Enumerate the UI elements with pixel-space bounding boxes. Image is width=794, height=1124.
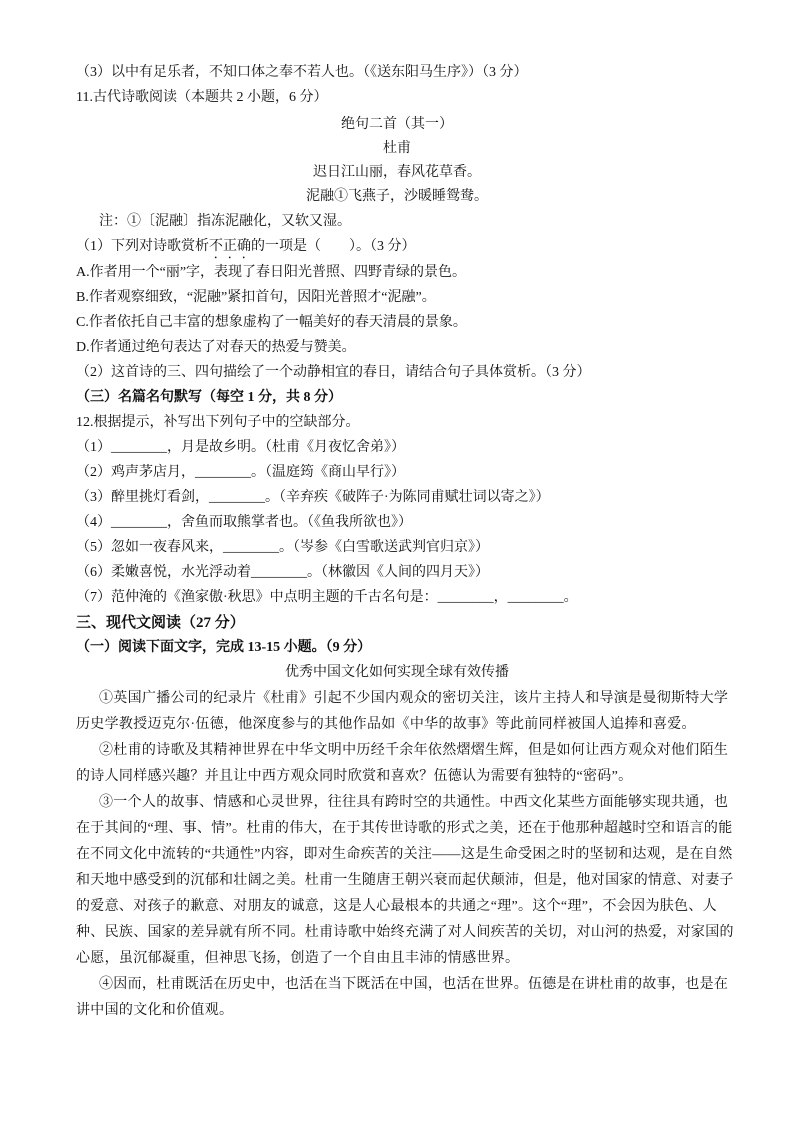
article-line: ④因而，杜甫既活在历史中，也活在当下既活在中国，也活在世界。伍德是在讲杜甫的故事，也是在: [99, 977, 729, 992]
q10-3-line: （3）以中有足乐者，不知口体之奉不若人也。（《送东阳马生序》）（3 分）: [76, 65, 528, 80]
q11-heading: 11.古代诗歌阅读（本题共 2 小题，6 分）: [76, 90, 328, 105]
article-line: 在于其间的“理、事、情”。杜甫的伟大，在于其传世诗歌的形式之美，还在于他那种超越时空和语言的能: [76, 821, 733, 836]
article-title: 优秀中国文化如何实现全球有效传播: [285, 665, 509, 680]
poem-title: 绝句二首（其一）: [341, 117, 453, 132]
poem-author: 杜甫: [383, 141, 411, 156]
poem-line-1: 迟日江山丽，春风花草香。: [313, 165, 481, 180]
q11-2-question: （2）这首诗的三、四句描绘了一个动静相宜的春日，请结合句子具体赏析。（3 分）: [76, 365, 591, 380]
q12-item: （5）忽如一夜春风来，________。（岑参《白雪歌送武判官归京》）: [76, 540, 489, 555]
article-line: ③一个人的故事、情感和心灵世界，往往具有跨时空的共通性。中西文化某些方面能够实现共通，也: [99, 795, 729, 810]
q12-item: （3）醉里挑灯看剑，________。（辛弃疾《破阵子·为陈同甫赋壮词以寄之》）: [76, 490, 550, 505]
option-b: B.作者观察细致，“泥融”紧扣首句，因阳光普照才“泥融”。: [76, 290, 436, 305]
article-line: ②杜甫的诗歌及其精神世界在中华文明中历经千余年依然熠熠生辉，但是如何让西方观众对他们陌生: [99, 743, 729, 758]
article-line: 的诗人同样感兴趣？并且让中西方观众同时欣赏和喜欢？伍德认为需要有独特的“密码”。: [76, 769, 633, 784]
article-line: 讲中国的文化和价值观。: [76, 1003, 234, 1018]
reading-1-heading: （一）阅读下面文字，完成 13-15 小题。（9 分）: [76, 640, 372, 655]
q12-item: （6）柔嫩喜悦，水光浮动着________。（林徽因《人间的四月天》）: [76, 565, 489, 580]
q11-1-emphasis: 不正确: [209, 239, 251, 254]
option-d: D.作者通过绝句表达了对春天的热爱与赞美。: [76, 340, 356, 355]
article-line: 历史学教授迈克尔·伍德，他深度参与的其他作品如《中华的故事》等此前同样被国人追捧和喜爱。: [76, 717, 696, 732]
q11-1-prefix: （1）下列对诗歌赏析: [76, 239, 209, 254]
section-famous-lines: （三）名篇名句默写（每空 1 分，共 8 分）: [76, 390, 342, 405]
article-line: 和天地中感受到的沉郁和壮阔之美。杜甫一生随唐王朝兴衰而起伏颠沛，但是，他对国家的情意、对妻子: [76, 873, 734, 888]
article-line: 种、民族、国家的差异就有所不同。杜甫诗歌中始终充满了对人间疾苦的关切，对山河的热爱，对家国的: [76, 925, 734, 940]
option-a: A.作者用一个“丽”字，表现了春日阳光普照、四野青绿的景色。: [76, 265, 467, 280]
article-line: 在不同文化中流转的“共通性”内容，即对生命疾苦的关注——这是生命受困之时的坚韧和达观，是在自然: [76, 847, 733, 862]
poem-line-2: 泥融①飞燕子，沙暖睡鸳鸯。: [306, 189, 488, 204]
q12-item: （4）________，舍鱼而取熊掌者也。（《鱼我所欲也》）: [76, 515, 412, 530]
q11-1-suffix: 的一项是（ ）。（3 分）: [251, 239, 416, 254]
q12-item: （7）范仲淹的《渔家傲·秋思》中点明主题的千古名句是：________，________。: [76, 590, 578, 605]
poem-note: 注：①〔泥融〕指冻泥融化，又软又湿。: [99, 214, 351, 229]
section-modern-reading: 三、现代文阅读（27 分）: [76, 615, 245, 631]
q11-1-question: [76, 238, 416, 262]
option-c: C.作者依托自己丰富的想象虚构了一幅美好的春天清晨的景象。: [76, 315, 467, 330]
q12-heading: 12.根据提示，补写出下列句子中的空缺部分。: [76, 415, 360, 430]
q12-item: （2）鸡声茅店月，________。（温庭筠《商山早行》）: [76, 465, 405, 480]
article-line: ①英国广播公司的纪录片《杜甫》引起不少国内观众的密切关注，该片主持人和导演是曼彻斯特大学: [99, 691, 729, 706]
article-line: 的爱意、对孩子的歉意、对朋友的诚意，这是人心最根本的共通之“理”。这个“理”，不会因为肤色、人: [76, 899, 717, 914]
q12-item: （1）________，月是故乡明。（杜甫《月夜忆舍弟》）: [76, 440, 405, 455]
article-line: 心愿，虽沉郁凝重，但神思飞扬，创造了一个自由且丰沛的情感世界。: [76, 951, 520, 966]
